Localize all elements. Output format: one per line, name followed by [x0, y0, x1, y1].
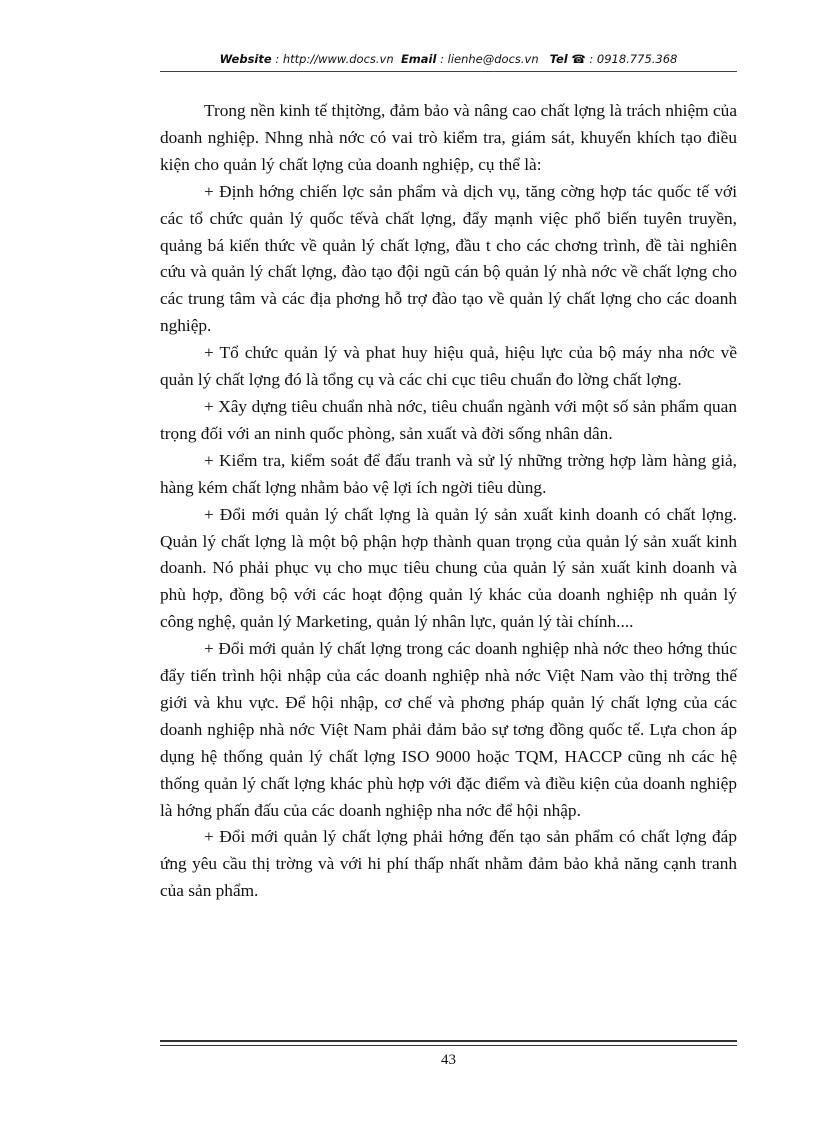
website-label: Website [219, 52, 272, 66]
tel-label: Tel [549, 52, 568, 66]
paragraph: + Định hớng chiến lợc sản phẩm và dịch vụ, tăng cờng hợp tác quốc tế với các tổ chức quản lý quốc tếvà chất lợng, đẩy mạnh việc phổ biến tuyên truyền, quảng bá kiến thức về quản lý chất lợng, đầu t cho các chơng trình, đề tài nghiên cứu và quản lý chất lợng, đào tạo đội ngũ cán bộ quản lý nhà nớc về chất lợng cho các trung tâm và các địa phơng hỗ trợ đào tạo về quản lý chất lợng cho các doanh nghiệp. [160, 181, 737, 336]
page-header [160, 52, 737, 66]
paragraph: + Đổi mới quản lý chất lợng trong các doanh nghiệp nhà nớc theo hớng thúc đẩy tiến trình hội nhập của các doanh nghiệp nhà nớc Việt Nam vào thị trờng thế giới và khu vực. Để hội nhập, cơ chế và phơng pháp quản lý chất lợng của các doanh nghiệp nhà nớc Việt Nam phải đảm bảo sự tơng đồng quốc tế. Lựa chon áp dụng hệ thống quản lý chất lợng ISO 9000 hoặc TQM, HACCP cũng nh các hệ thống quản lý chất lợng khác phù hợp với đặc điểm và điều kiện của doanh nghiệp là hớng phấn đấu của các doanh nghiệp nha nớc để hội nhập. [160, 639, 737, 820]
paragraph: + Kiểm tra, kiểm soát để đấu tranh và sử lý những trờng hợp làm hàng giả, hàng kém chất lợng nhằm bảo vệ lợi ích ngời tiêu dùng. [160, 450, 737, 497]
website-value: : http://www.docs.vn [271, 52, 394, 66]
footer-divider-thick [160, 1040, 737, 1042]
header-divider [160, 71, 737, 72]
paragraph: + Xây dựng tiêu chuẩn nhà nớc, tiêu chuẩn ngành với một số sản phẩm quan trọng đối với an ninh quốc phòng, sản xuất và đời sống nhân dân. [160, 396, 737, 443]
body-text [160, 98, 737, 905]
paragraph: + Tổ chức quản lý và phat huy hiệu quả, hiệu lực của bộ máy nha nớc về quản lý chất lợng đó là tổng cụ và các chi cục tiêu chuẩn đo lờng chất lợng. [160, 343, 737, 390]
tel-value: ☎ : 0918.775.368 [567, 52, 678, 66]
email-value: : lienhe@docs.vn [436, 52, 539, 66]
email-label: Email [400, 52, 437, 66]
paragraph: + Đổi mới quản lý chất lợng là quản lý sản xuất kinh doanh có chất lợng. Quản lý chất lợng là một bộ phận hợp thành quan trọng của quản lý sản xuất kinh doanh. Nó phải phục vụ cho mục tiêu chung của quản lý sản xuất kinh doanh và phù hợp, đồng bộ với các hoạt động quản lý khác của doanh nghiệp nh quản lý công nghệ, quản lý Marketing, quản lý nhân lực, quản lý tài chính.... [160, 504, 737, 632]
footer-divider-thin [160, 1045, 737, 1046]
page-number: 43 [441, 1052, 456, 1068]
paragraph: Trong nền kinh tế thịtờng, đảm bảo và nâng cao chất lợng là trách nhiệm của doanh nghiệp. Nhng nhà nớc có vai trò kiểm tra, giám sát, khuyến khích tạo điều kiện cho quản lý chất lợng của doanh nghiệp, cụ thể là: [160, 101, 737, 174]
paragraph: + Đổi mới quản lý chất lợng phải hớng đến tạo sản phẩm có chất lợng đáp ứng yêu cầu thị trờng và với hi phí thấp nhất nhằm đảm bảo khả năng cạnh tranh của sản phẩm. [160, 827, 737, 901]
